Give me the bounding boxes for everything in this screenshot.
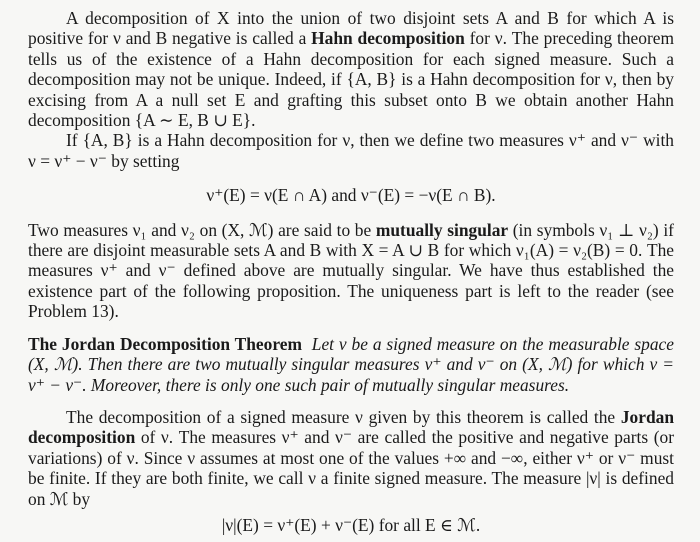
paragraph-mutually-singular bbox=[28, 220, 674, 322]
theorem-statement: Let ν be a signed measure on the measurable space (X, ℳ). Then there are two mutually singular measures ν⁺ and ν⁻ on (X, ℳ) for which ν = ν⁺ − ν⁻. Moreover, there is only one such pair of mutually singular measures. bbox=[28, 333, 674, 395]
paragraph-define-measures bbox=[28, 130, 674, 171]
jordan-term: Jordan decomposition bbox=[28, 406, 674, 448]
theorem-title: The Jordan Decomposition Theorem bbox=[28, 333, 302, 354]
define-measures-text: If {A, B} is a Hahn decomposition for ν, then we define two measures ν⁺ and ν⁻ with ν = ν⁺ − ν⁻ by setting bbox=[28, 130, 674, 171]
hahn-text: A decomposition of X into the union of two disjoint sets A and B for which A is positive for ν and B negative is called a bbox=[28, 8, 674, 49]
jordan-text-rest: of ν. The measures ν⁺ and ν⁻ are called the positive and negative parts (or variations) of ν. Since ν assumes at most one of the values +∞ and −∞, either ν⁺ or ν⁻ must be finite. If they are both finite, we call ν a finite signed measure. The measure |ν| is defined on ℳ by bbox=[28, 427, 674, 509]
hahn-term: Hahn decomposition bbox=[311, 28, 465, 49]
paragraph-hahn bbox=[28, 8, 674, 130]
theorem-jordan bbox=[28, 334, 674, 395]
singular-text-rest: (in symbols ν₁ ⊥ ν₂) if there are disjoint measurable sets A and B with X = A ∪ B for which ν₁(A) = ν₂(B) = 0. The measures ν⁺ and ν⁻ defined above are mutually singular. We have thus established the existence part of the following proposition. The uniqueness part is left to the reader (see Problem 13). bbox=[28, 219, 674, 322]
equation-positive-negative-parts: ν⁺(E) = ν(E ∩ A) and ν⁻(E) = −ν(E ∩ B). bbox=[206, 185, 496, 206]
paragraph-jordan-decomposition bbox=[28, 407, 674, 509]
singular-term: mutually singular bbox=[375, 219, 509, 240]
hahn-text-rest: for ν. The preceding theorem tells us of the existence of a Hahn decomposition for each signed measure. Such a decomposition may not be unique. Indeed, if {A, B} is a Hahn decomposition for ν, then by excising from A a null set E and grafting this subset onto B we obtain another Hahn decomposition {A ∼ E, B ∪ E}. bbox=[28, 28, 674, 131]
singular-text: Two measures ν₁ and ν₂ on (X, ℳ) are said to be bbox=[28, 219, 376, 240]
equation-total-variation: |ν|(E) = ν⁺(E) + ν⁻(E) for all E ∈ ℳ. bbox=[221, 514, 481, 535]
jordan-text: The decomposition of a signed measure ν given by this theorem is called the bbox=[66, 406, 621, 427]
